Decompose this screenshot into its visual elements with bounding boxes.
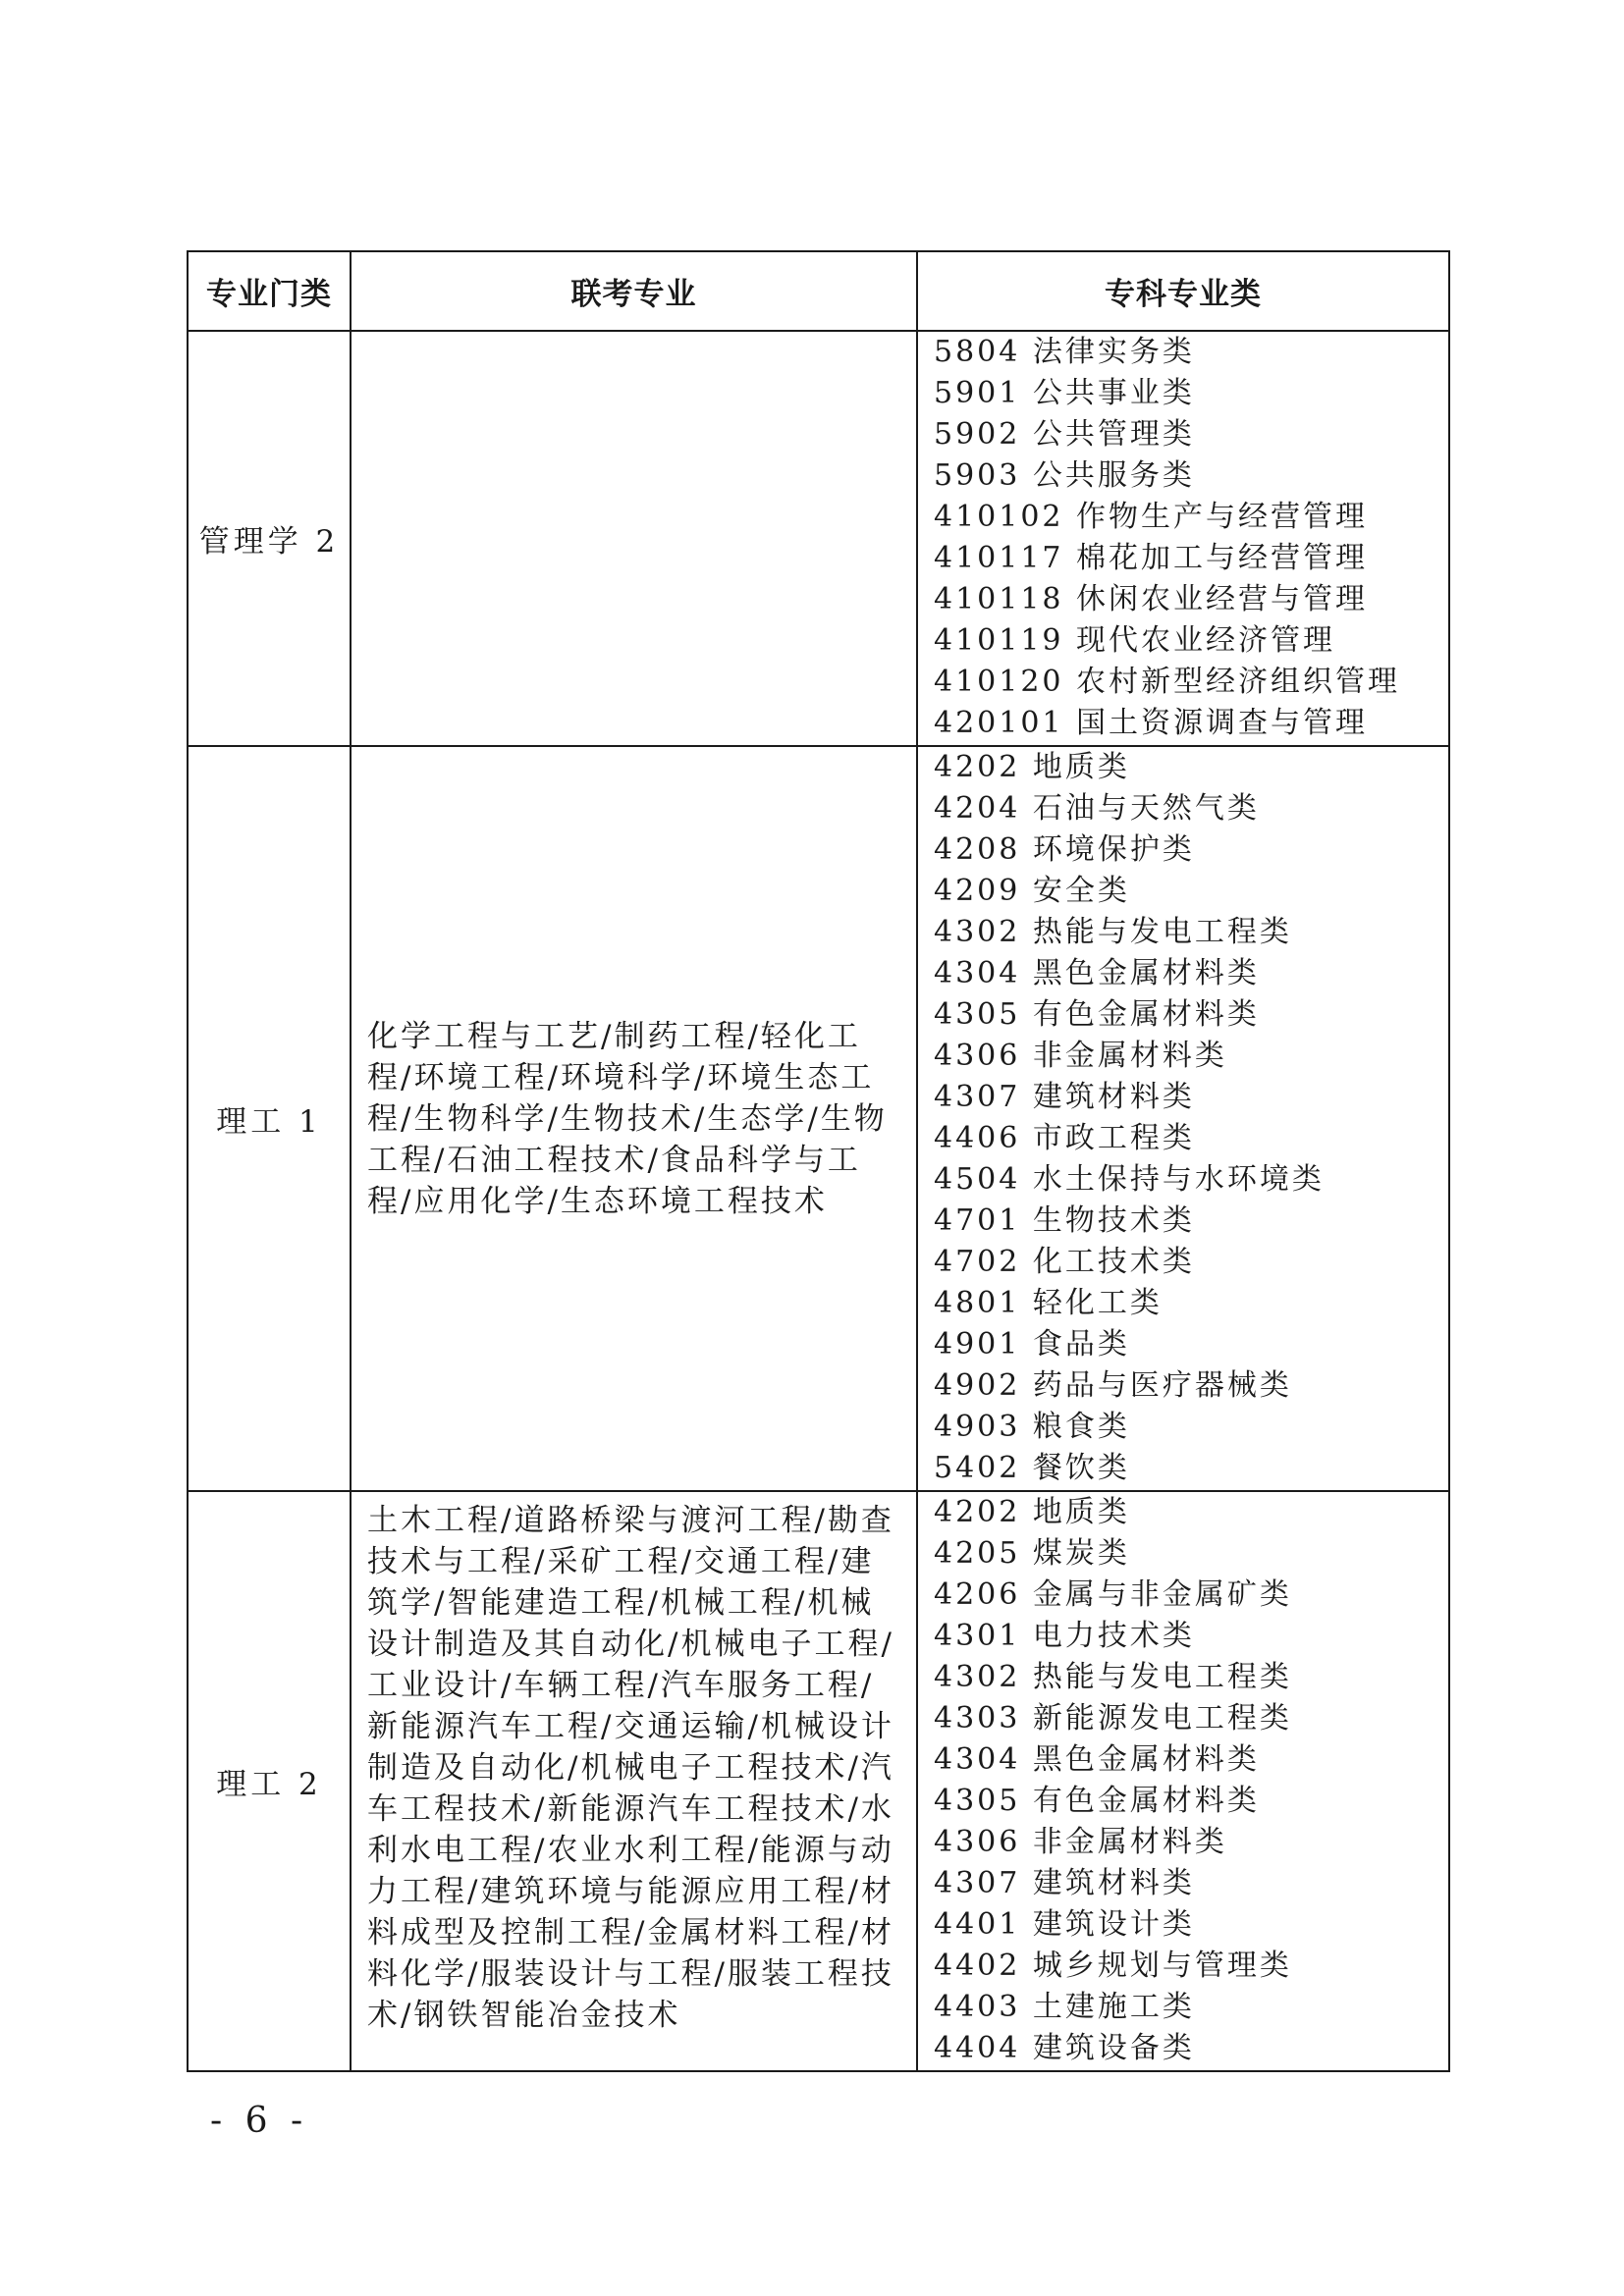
specialty-item: 4206 金属与非金属矿类 (934, 1577, 1292, 1612)
specialty-item: 4307 建筑材料类 (934, 1866, 1195, 1900)
category-cell: 理工 2 (188, 1491, 351, 2071)
specialty-item: 4404 建筑设备类 (934, 2031, 1195, 2065)
category-cell: 理工 1 (188, 746, 351, 1491)
specialty-item: 4903 粮食类 (934, 1410, 1130, 1444)
specialty-item: 4205 煤炭类 (934, 1536, 1130, 1571)
specialty-item: 4202 地质类 (934, 750, 1130, 784)
table-row-management-2 (188, 331, 1449, 746)
specialty-cell (917, 1491, 1449, 2071)
specialty-item: 4702 化工技术类 (934, 1245, 1195, 1279)
header-exam-major: 联考专业 (351, 251, 917, 331)
specialty-item: 4406 市政工程类 (934, 1121, 1195, 1155)
category-cell: 管理学 2 (188, 331, 351, 746)
specialty-item: 4208 环境保护类 (934, 832, 1195, 867)
specialty-item: 410119 现代农业经济管理 (934, 623, 1336, 658)
exam-major-cell: 化学工程与工艺/制药工程/轻化工程/环境工程/环境科学/环境生态工程/生物科学/生物技术/生态学/生物工程/石油工程技术/食品科学与工程/应用化学/生态环境工程技术 (351, 746, 917, 1491)
specialty-item: 410102 作物生产与经营管理 (934, 500, 1369, 534)
specialty-item: 4301 电力技术类 (934, 1619, 1195, 1653)
specialty-item: 420101 国土资源调查与管理 (934, 706, 1369, 740)
specialty-item: 5901 公共事业类 (934, 376, 1195, 410)
header-junior-college-class: 专科专业类 (917, 251, 1449, 331)
specialty-item: 4304 黑色金属材料类 (934, 1742, 1260, 1777)
specialty-item: 4306 非金属材料类 (934, 1039, 1227, 1073)
specialty-item: 4305 有色金属材料类 (934, 997, 1260, 1032)
exam-major-cell: 土木工程/道路桥梁与渡河工程/勘查技术与工程/采矿工程/交通工程/建筑学/智能建造工程/机械工程/机械设计制造及其自动化/机械电子工程/工业设计/车辆工程/汽车服务工程/新能源汽车工程/交通运输/机械设计制造及自动化/机械电子工程技术/汽车工程技术/新能源汽车工程技术/水利水电工程/农业水利工程/能源与动力工程/建筑环境与能源应用工程/材料成型及控制工程/金属材料工程/材料化学/服装设计与工程/服装工程技术/钢铁智能冶金技术 (351, 1491, 917, 2071)
specialty-item: 4401 建筑设计类 (934, 1907, 1195, 1942)
specialty-item: 5804 法律实务类 (934, 335, 1195, 369)
specialty-item: 4307 建筑材料类 (934, 1080, 1195, 1114)
specialty-item: 4902 药品与医疗器械类 (934, 1368, 1292, 1403)
specialty-cell (917, 331, 1449, 746)
specialty-item: 4801 轻化工类 (934, 1286, 1163, 1320)
specialty-item: 4306 非金属材料类 (934, 1825, 1227, 1859)
specialty-cell (917, 746, 1449, 1491)
specialty-item: 4901 食品类 (934, 1327, 1130, 1362)
specialty-item: 4701 生物技术类 (934, 1203, 1195, 1238)
specialty-item: 5402 餐饮类 (934, 1451, 1130, 1485)
specialty-item: 4305 有色金属材料类 (934, 1784, 1260, 1818)
specialty-item: 5903 公共服务类 (934, 458, 1195, 493)
specialty-item: 4504 水土保持与水环境类 (934, 1162, 1325, 1197)
specialty-item: 5902 公共管理类 (934, 417, 1195, 452)
specialty-item: 4402 城乡规划与管理类 (934, 1949, 1292, 1983)
header-category: 专业门类 (188, 251, 351, 331)
specialty-item: 4202 地质类 (934, 1495, 1130, 1529)
specialty-item: 4209 安全类 (934, 874, 1130, 908)
specialty-item: 4303 新能源发电工程类 (934, 1701, 1292, 1735)
table-row-science-engineering-2 (188, 1491, 1449, 2071)
specialty-item: 410117 棉花加工与经营管理 (934, 541, 1369, 575)
specialty-item: 4302 热能与发电工程类 (934, 1660, 1292, 1694)
table-header-row (188, 251, 1449, 331)
specialty-item: 4302 热能与发电工程类 (934, 915, 1292, 949)
major-mapping-table (187, 250, 1450, 2072)
specialty-item: 410120 农村新型经济组织管理 (934, 665, 1401, 699)
specialty-item: 4403 土建施工类 (934, 1990, 1195, 2024)
page-number: - 6 - (210, 2101, 309, 2141)
specialty-item: 4204 石油与天然气类 (934, 791, 1260, 826)
table-row-science-engineering-1 (188, 746, 1449, 1491)
specialty-item: 410118 休闲农业经营与管理 (934, 582, 1369, 616)
exam-major-cell (351, 331, 917, 746)
specialty-item: 4304 黑色金属材料类 (934, 956, 1260, 990)
